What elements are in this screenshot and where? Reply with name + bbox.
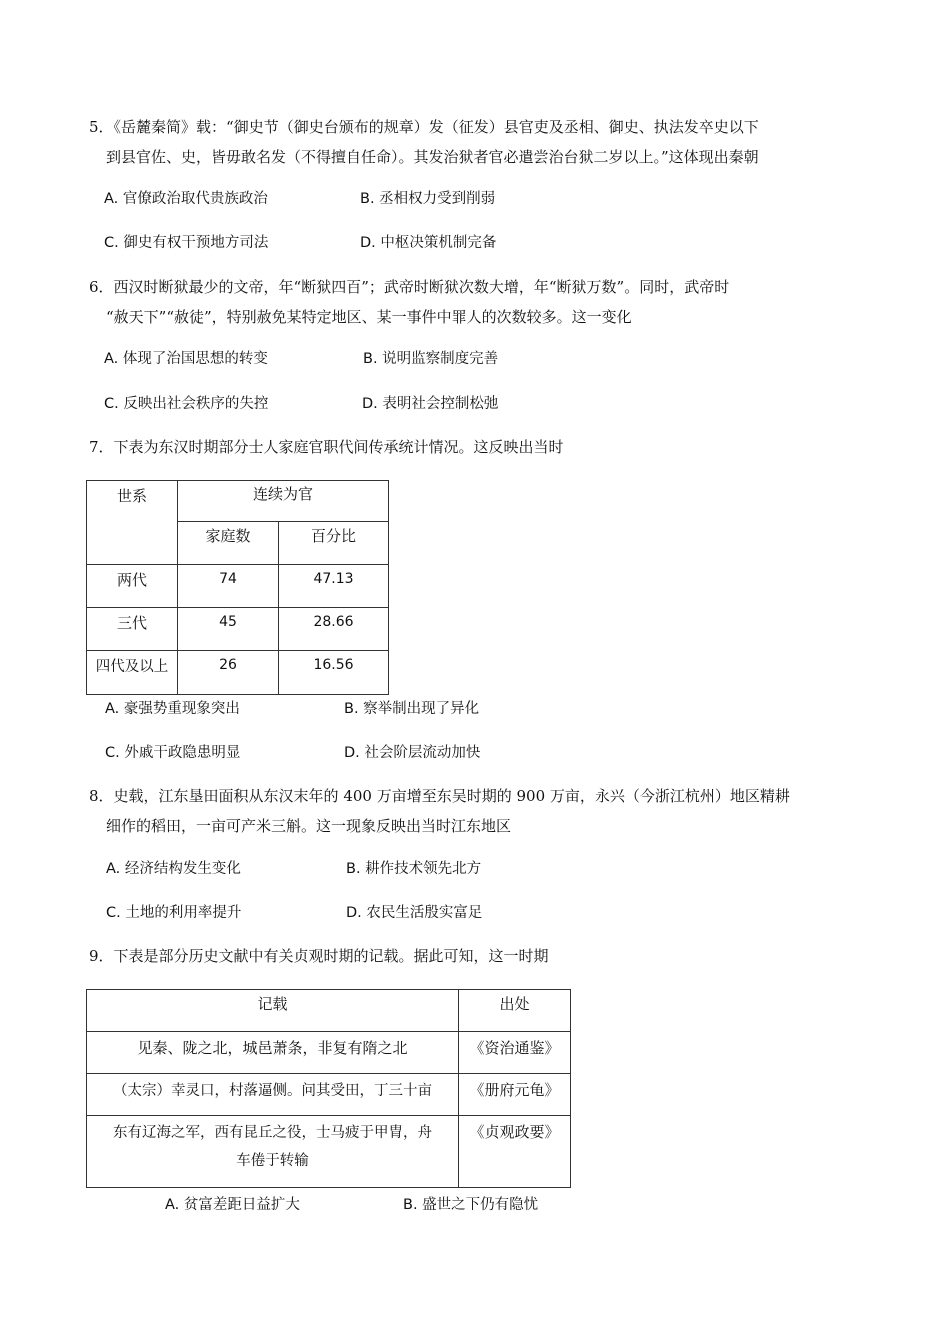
q8-stem-line2: 细作的稻田，一亩可产米三斛。这一现象反映出当时江东地区 [106, 817, 512, 835]
q5-option-d[interactable]: D. 中枢决策机制完备 [360, 235, 497, 251]
q7-option-b[interactable]: B. 察举制出现了异化 [344, 701, 480, 717]
table-row [87, 1116, 571, 1188]
q8-option-d[interactable]: D. 农民生活殷实富足 [346, 905, 483, 921]
q5-option-b[interactable]: B. 丞相权力受到削弱 [360, 191, 496, 207]
table-row [87, 651, 389, 695]
q7-pct: 28.66 [279, 608, 389, 651]
q7-pct: 47.13 [279, 565, 389, 608]
q9-record-cell [87, 1116, 459, 1188]
q8-stem-line1: 8．史载，江东垦田面积从东汉末年的 400 万亩增至东吴时期的 900 万亩，永兴（今浙江杭州）地区精耕 [89, 787, 790, 805]
table-row [87, 1032, 571, 1074]
q7-stem-line1: 7．下表为东汉时期部分士人家庭官职代间传承统计情况。这反映出当时 [89, 438, 564, 456]
q6-option-d[interactable]: D. 表明社会控制松弛 [362, 396, 499, 412]
q8-option-c[interactable]: C. 土地的利用率提升 [106, 905, 242, 921]
q6-option-c[interactable]: C. 反映出社会秩序的失控 [104, 396, 269, 412]
q7-pct: 16.56 [279, 651, 389, 695]
q7-option-a[interactable]: A. 豪强势重现象突出 [105, 701, 240, 717]
q9-source: 《资治通鉴》 [459, 1032, 571, 1074]
q9-source: 《贞观政要》 [459, 1116, 571, 1188]
q7-option-d[interactable]: D. 社会阶层流动加快 [344, 745, 481, 761]
q7-gen: 四代及以上 [87, 651, 178, 695]
table-row [87, 608, 389, 651]
q7-gen: 三代 [87, 608, 178, 651]
q9-record-line2: 车倦于转输 [236, 1153, 309, 1169]
q5-option-a[interactable]: A. 官僚政治取代贵族政治 [104, 191, 268, 207]
q7-count: 26 [178, 651, 279, 695]
q6-option-b[interactable]: B. 说明监察制度完善 [363, 351, 499, 367]
q5-stem-line1: 5．《岳麓秦简》载：“御史节（御史台颁布的规章）发（征发）县官吏及丞相、御史、执法发卒史以下 [89, 118, 759, 136]
q9-record-line1: 东有辽海之军，西有昆丘之役，士马疲于甲胄，舟 [113, 1125, 432, 1141]
q7-table [86, 480, 389, 695]
q6-option-a[interactable]: A. 体现了治国思想的转变 [104, 351, 268, 367]
q7-header-shixi: 世系 [87, 481, 178, 565]
q7-header-pct: 百分比 [279, 522, 389, 565]
q7-gen: 两代 [87, 565, 178, 608]
q5-stem-line2: 到县官佐、史，皆毋敢名发（不得擅自任命）。其发治狱者官必遣尝治台狱二岁以上。”这体现出秦朝 [106, 148, 759, 166]
q7-option-c[interactable]: C. 外戚干政隐患明显 [105, 745, 241, 761]
q9-header-source: 出处 [459, 990, 571, 1032]
table-row [87, 1074, 571, 1116]
q7-count: 74 [178, 565, 279, 608]
q9-record: （太宗）幸灵口，村落逼侧。问其受田，丁三十亩 [87, 1074, 459, 1116]
q7-header-count: 家庭数 [178, 522, 279, 565]
q9-option-b[interactable]: B. 盛世之下仍有隐忧 [403, 1197, 539, 1213]
q9-header-record: 记载 [87, 990, 459, 1032]
q9-option-a[interactable]: A. 贫富差距日益扩大 [165, 1197, 300, 1213]
q6-stem-line1: 6．西汉时断狱最少的文帝，年“断狱四百”；武帝时断狱次数大增，年“断狱万数”。同时，武帝时 [89, 278, 730, 296]
q8-option-a[interactable]: A. 经济结构发生变化 [106, 861, 241, 877]
q6-stem-line2: “赦天下”“赦徒”，特别赦免某特定地区、某一事件中罪人的次数较多。这一变化 [106, 308, 632, 326]
q7-count: 45 [178, 608, 279, 651]
q8-option-b[interactable]: B. 耕作技术领先北方 [346, 861, 482, 877]
q7-header-group: 连续为官 [178, 481, 389, 522]
q9-record: 见秦、陇之北，城邑萧条，非复有隋之北 [87, 1032, 459, 1074]
q9-source: 《册府元龟》 [459, 1074, 571, 1116]
q5-option-c[interactable]: C. 御史有权干预地方司法 [104, 235, 269, 251]
table-row [87, 565, 389, 608]
q9-table [86, 989, 571, 1188]
q9-stem-line1: 9．下表是部分历史文献中有关贞观时期的记载。据此可知，这一时期 [89, 947, 549, 965]
